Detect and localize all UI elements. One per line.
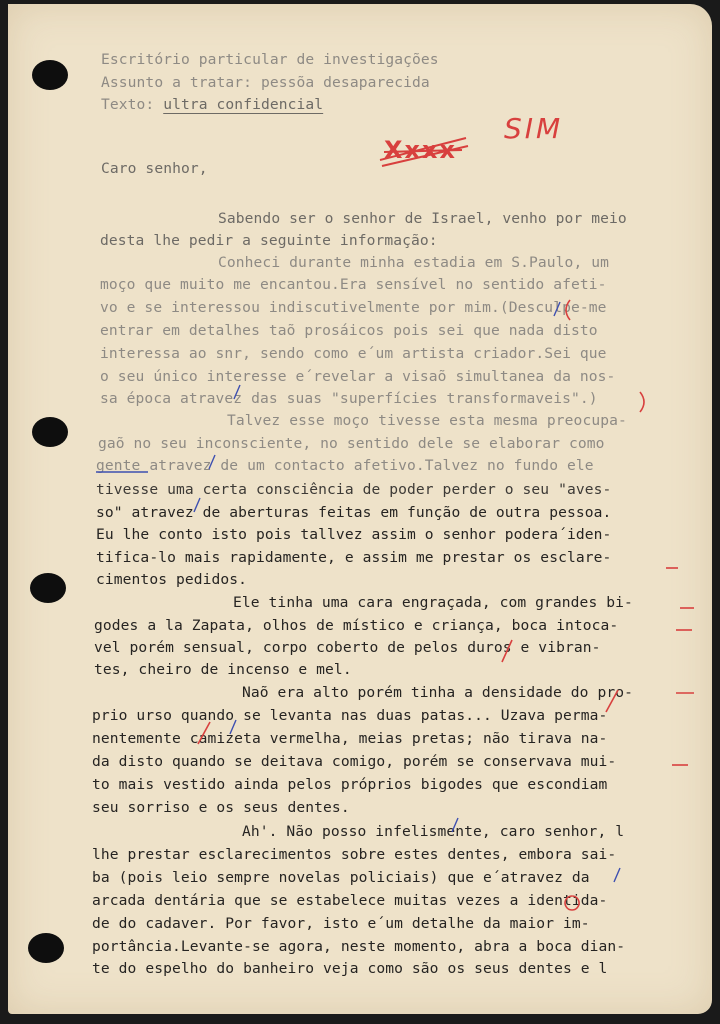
struck-word-text: Xxxx [384, 136, 457, 164]
body-line-23: prio urso quando se levanta nas duas patas... Uzava perma- [92, 707, 608, 724]
body-line-13: tivesse uma certa consciência de poder perder o seu "aves- [96, 481, 612, 498]
body-line-14: so" atravez de aberturas feitas em função de outra pessoa. [96, 504, 612, 521]
body-line-34: te do espelho do banheiro veja como são os seus dentes e l [92, 960, 608, 977]
body-line-11: gaõ no seu inconsciente, no sentido dele se elaborar como [98, 435, 605, 452]
body-line-9: sa época atravez das suas "superfícies transformaveis".) [100, 390, 598, 407]
body-line-2: desta lhe pedir a seguinte informação: [100, 232, 438, 249]
sim-annotation: SIM [504, 112, 564, 145]
header-line-3 [101, 95, 323, 115]
header-line-3-prefix: Texto: [101, 96, 164, 113]
punch-hole-2 [32, 417, 68, 447]
body-line-25: da disto quando se deitava comigo, porém se conservava mui- [92, 753, 617, 770]
body-line-17: cimentos pedidos. [96, 571, 248, 588]
body-line-1: Sabendo ser o senhor de Israel, venho por meio [218, 210, 627, 227]
body-line-26: to mais vestido ainda pelos próprios bigodes que escondiam [92, 776, 608, 793]
body-line-21: tes, cheiro de incenso e mel. [94, 661, 352, 678]
body-line-24: nentemente camizeta vermelha, meias pretas; não tirava na- [92, 730, 608, 747]
header-line-1: Escritório particular de investigações [101, 51, 439, 68]
body-line-22: Naõ era alto porém tinha a densidade do pro- [242, 684, 633, 701]
strike-scribble-icon [376, 130, 472, 170]
body-line-4: moço que muito me encantou.Era sensível no sentido afeti- [100, 276, 607, 293]
body-line-18: Ele tinha uma cara engraçada, com grandes bi- [233, 594, 633, 611]
body-line-5: vo e se interessou indiscutivelmente por mim.(Desculpe-me [100, 299, 607, 316]
body-line-12: gente atravez de um contacto afetivo.Talvez no fundo ele [96, 457, 594, 474]
body-line-16: tifica-lo mais rapidamente, e assim me prestar os esclare- [96, 549, 612, 566]
body-line-6: entrar em detalhes taõ prosáicos pois sei que nada disto [100, 322, 598, 339]
header-line-2: Assunto a tratar: pessõa desaparecida [101, 74, 430, 91]
header-line-3-underlined: ultra confidencial [163, 96, 324, 113]
body-line-7: interessa ao snr, sendo como e´um artista criador.Sei que [100, 345, 607, 362]
body-line-28: Ah'. Não posso infelismente, caro senhor, l [242, 823, 625, 840]
body-line-20: vel porém sensual, corpo coberto de pelos duros e vibran- [94, 639, 601, 656]
body-line-19: godes a la Zapata, olhos de místico e criança, boca intoca- [94, 617, 619, 634]
punch-hole-3 [30, 573, 66, 603]
body-line-29: lhe prestar esclarecimentos sobre estes dentes, embora sai- [92, 846, 617, 863]
body-line-30: ba (pois leio sempre novelas policiais) que e´atravez da [92, 869, 590, 886]
struck-word-annotation [384, 136, 457, 164]
body-line-10: Talvez esse moço tivesse esta mesma preocupa- [227, 412, 627, 429]
salutation: Caro senhor, [101, 160, 208, 177]
body-line-27: seu sorriso e os seus dentes. [92, 799, 350, 816]
punch-hole-1 [32, 60, 68, 90]
body-line-31: arcada dentária que se estabelece muitas vezes a identida- [92, 892, 608, 909]
body-line-8: o seu único interesse e´revelar a visaõ simultanea da nos- [100, 368, 616, 385]
body-line-32: de do cadaver. Por favor, isto e´um detalhe da maior im- [92, 915, 590, 932]
body-line-33: portância.Levante-se agora, neste momento, abra a boca dian- [92, 938, 626, 955]
body-line-15: Eu lhe conto isto pois tallvez assim o senhor podera´iden- [96, 526, 612, 543]
body-line-3: Conheci durante minha estadia em S.Paulo, um [218, 254, 609, 271]
punch-hole-4 [28, 933, 64, 963]
